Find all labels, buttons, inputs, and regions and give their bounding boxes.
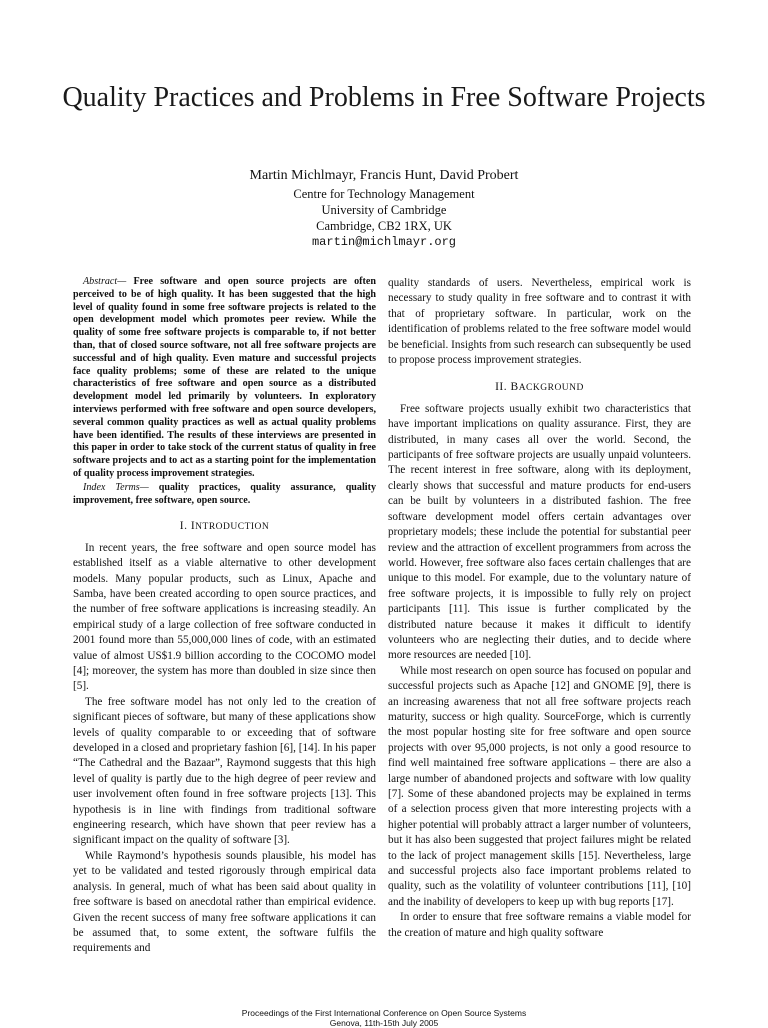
affiliation-university: University of Cambridge xyxy=(321,203,447,217)
index-terms-text: quality practices, quality assurance, quality improvement, free software, open source. xyxy=(73,481,376,506)
section-number: II. B xyxy=(495,381,519,394)
index-terms xyxy=(73,482,376,508)
footer-line-1: Proceedings of the First International Conference on Open Source Systems xyxy=(241,1008,527,1018)
paper-title: Quality Practices and Problems in Free Software Projects xyxy=(62,82,706,113)
background-paragraph-3: In order to ensure that free software remains a viable model for the creation of mature and high quality software xyxy=(388,911,691,939)
section-number: I. I xyxy=(179,520,196,533)
abstract-lead: Abstract— xyxy=(83,276,127,287)
section-heading-introduction xyxy=(73,519,376,535)
background-paragraph-1: Free software projects usually exhibit two characteristics that have important implications on quality assurance. First, they are distributed, in many cases all over the world. Second, the participants of free software projects are usually unpaid volunteers. The recent interest in free software, along with its deployment, clearly shows that successful and mature products for end-users can be built by volunteers in a distributed fashion. The free software development model offers certain advantages over proprietary models; these include the potential for substantial peer review and the attraction of excellent programmers from across the world. However, free software also faces certain challenges that are unique to this model. For example, due to the voluntary nature of free software projects, it is impossible to fully rely on project participants [11]. This issue is further complicated by the distributed nature because it makes it difficult to identify volunteers who are neglecting their duties, and to decide where more resources are needed [10]. xyxy=(388,402,691,662)
authors: Martin Michlmayr, Francis Hunt, David Probert xyxy=(249,168,519,183)
right-column xyxy=(388,276,691,1012)
background-paragraph-2: While most research on open source has focused on popular and successful projects such as Apache [12] and GNOME [9], there is an increasing awareness that not all free software projects reach maturity, success or high quality. SourceForge, which is currently the most popular hosting site for free software and open source projects with over 95,000 projects, is not only a good resource to find well maintained free software applications – there are also a large number of abandoned projects and software with low quality [7]. Some of these abandoned projects may be explained in terms of a selection process given that more interesting projects with a higher potential will probably attract a larger number of volunteers, but it has also been suggested that project failures might be related to the lack of project management skills [15]. Nevertheless, large and successful projects also face important problems related to quality, such as the volatility of volunteer contributions [11], [10] and the inability of developers to keep up with bug reports [17]. xyxy=(388,664,691,908)
footer-line-2: Genova, 11th-15th July 2005 xyxy=(329,1018,439,1028)
proceedings-footer xyxy=(0,1008,768,1028)
section-heading-background xyxy=(388,380,691,396)
affiliation-address: Cambridge, CB2 1RX, UK xyxy=(316,219,452,233)
intro-paragraph-3: While Raymond’s hypothesis sounds plausible, his model has yet to be validated and tested rigorously through empirical data analysis. In general, much of what has been said about quality in free software is based on anecdotal rather than empirical evidence. Given the recent success of many free software applications it can be assumed that, to some extent, the software fulfils the requirements and xyxy=(73,849,376,955)
abstract-text: Free software and open source projects are often perceived to be of high quality. It has been suggested that the high level of quality found in some free software projects is related to the open development model which promotes peer review. While the quality of some free software projects is comparable to, if not better than, that of closed source software, not all free software projects are successful and of high quality. Even mature and successful projects face quality problems; some of these are related to the unique characteristics of free software and open source as a distributed development model led primarily by volunteers. In exploratory interviews performed with free software and open source developers, several common quality practices as well as actual quality problems have been identified. The results of these interviews are presented in this paper in order to take stock of the current status of quality in free software projects and to act as a starting point for the implementation of quality process improvement strategies. xyxy=(73,276,376,479)
index-terms-lead: Index Terms— xyxy=(83,481,149,493)
intro-continuation: quality standards of users. Nevertheless, empirical work is necessary to study quality in free software and to contrast it with that of proprietary software. In particular, work on the identification of problems related to the free software model would be beneficial. Insights from such research can subsequently be used to propose process improvement strategies. xyxy=(388,277,691,367)
section-title: NTRODUCTION xyxy=(195,522,270,533)
intro-paragraph-2: The free software model has not only led to the creation of significant pieces of software, but many of these applications show levels of quality comparable to or exceeding that of software developed in a closed and proprietary fashion [6], [14]. In his paper “The Cathedral and the Bazaar”, Raymond suggests that this high level of quality is partly due to the high degree of peer review and user involvement often found in free software projects [13]. This hypothesis is in line with findings from traditional software engineering research, which have shown that peer review has a significant impact on the quality of software [3]. xyxy=(73,695,376,847)
left-column xyxy=(73,276,376,1012)
section-title: ACKGROUND xyxy=(518,383,584,394)
affiliation-department: Centre for Technology Management xyxy=(293,187,475,201)
author-email: martin@michlmayr.org xyxy=(311,235,457,249)
intro-paragraph-1: In recent years, the free software and open source model has established itself as a viable alternative to other development models. Many popular products, such as Linux, Apache and Samba, have been created according to open source practices, and the number of free software applications is increasing steadily. An empirical study of a large collection of free software conducted in 2001 found more than 55,000,000 lines of code, with an estimated value of almost US$1.9 billion according to the COCOMO model [4]; moreover, the system has more than doubled in size since then [5]. xyxy=(73,541,376,693)
abstract xyxy=(73,276,376,481)
